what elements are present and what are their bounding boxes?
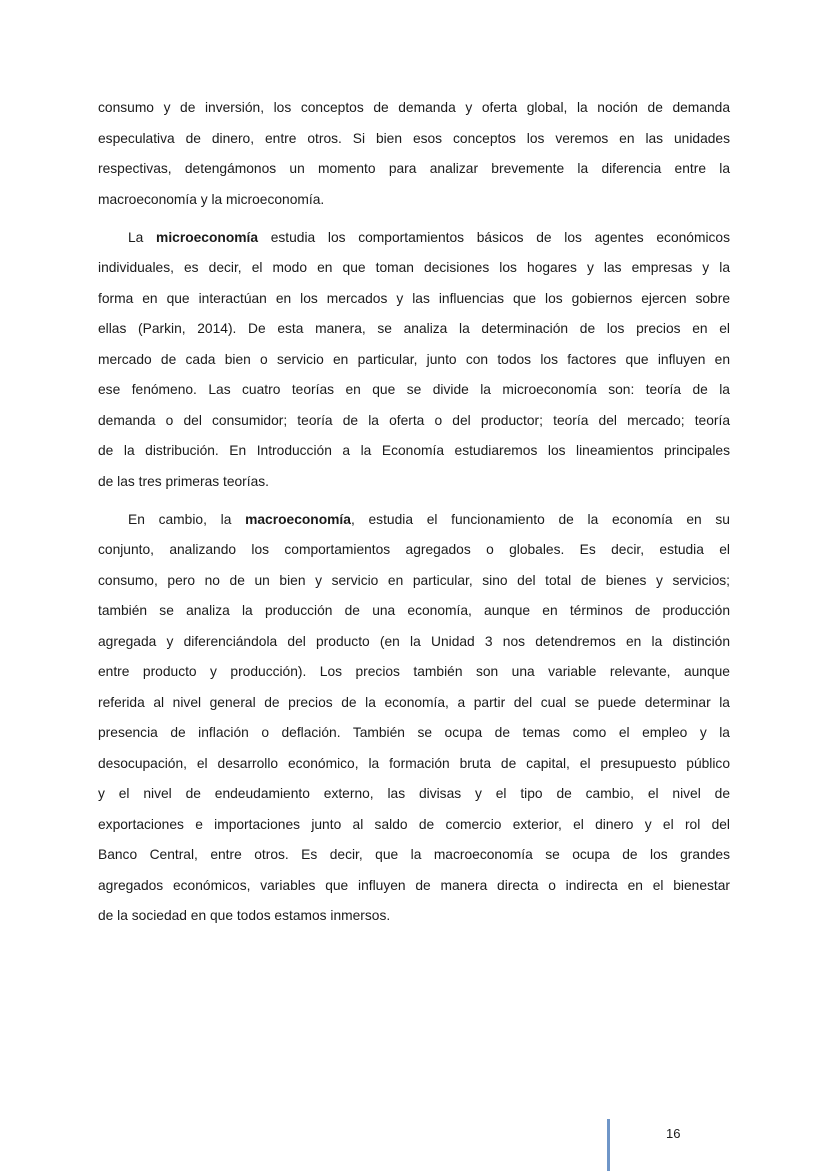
text-line: consumo, pero no de un bien y servicio en particular, sino del total de bienes y servicios; [98, 572, 730, 588]
text-line: individuales, es decir, el modo en que toman decisiones los hogares y las empresas y la [98, 260, 730, 275]
text-line: también se analiza la producción de una economía, aunque en términos de producción [98, 603, 730, 618]
text-line: referida al nivel general de precios de la economía, a partir del cual se puede determinar la [98, 694, 730, 710]
text-line: y el nivel de endeudamiento externo, las divisas y el tipo de cambio, el nivel de [98, 786, 730, 801]
paragraph [98, 227, 730, 502]
text-line: ese fenómeno. Las cuatro teorías en que se divide la microeconomía son: teoría de la [98, 382, 730, 397]
text-line: forma en que interactúan en los mercados y las influencias que los gobiernos ejercen sobre [98, 290, 730, 306]
text-line: desocupación, el desarrollo económico, la formación bruta de capital, el presupuesto público [98, 755, 730, 771]
page-number: 16 [666, 1126, 681, 1141]
text-line: de la sociedad en que todos estamos inmersos. [98, 908, 391, 923]
text-line: conjunto, analizando los comportamientos agregados o globales. Es decir, estudia el [98, 542, 730, 557]
text-line: demanda o del consumidor; teoría de la oferta o del productor; teoría del mercado; teoría [98, 412, 730, 428]
text-line: respectivas, detengámonos un momento para analizar brevemente la diferencia entre la [98, 161, 730, 176]
text-line: macroeconomía y la microeconomía. [98, 191, 325, 207]
bold-term: macroeconomía [245, 511, 351, 527]
text-line: especulativa de dinero, entre otros. Si bien esos conceptos los veremos en las unidades [98, 130, 730, 146]
bold-term: microeconomía [156, 229, 259, 245]
text-segment: estudia los comportamientos básicos de los agentes económicos [258, 229, 730, 245]
paragraph [98, 509, 730, 936]
text-line: de las tres primeras teorías. [98, 473, 269, 489]
text-line: de la distribución. En Introducción a la Economía estudiaremos los lineamientos principales [98, 443, 730, 458]
footer-rule [607, 1119, 610, 1171]
text-line [98, 227, 730, 258]
paragraph [98, 97, 730, 219]
text-line: presencia de inflación o deflación. También se ocupa de temas como el empleo y la [98, 725, 730, 740]
text-line: agregados económicos, variables que influyen de manera directa o indirecta en el bienestar [98, 877, 730, 893]
text-line: Banco Central, entre otros. Es decir, que la macroeconomía se ocupa de los grandes [98, 847, 730, 862]
text-line: agregada y diferenciándola del producto (en la Unidad 3 nos detendremos en la distinción [98, 633, 730, 649]
text-segment: En cambio, la [128, 511, 246, 527]
text-segment: La [128, 229, 157, 245]
text-segment: , estudia el funcionamiento de la economía en su [350, 511, 730, 527]
text-line: entre producto y producción). Los precios también son una variable relevante, aunque [98, 664, 730, 679]
text-line: ellas (Parkin, 2014). De esta manera, se analiza la determinación de los precios en el [98, 321, 730, 336]
text-line: mercado de cada bien o servicio en particular, junto con todos los factores que influyen en [98, 351, 730, 367]
text-line: consumo y de inversión, los conceptos de demanda y oferta global, la noción de demanda [98, 100, 730, 115]
text-line [98, 509, 730, 540]
body-text [98, 97, 730, 943]
text-line: exportaciones e importaciones junto al saldo de comercio exterior, el dinero y el rol del [98, 816, 730, 832]
